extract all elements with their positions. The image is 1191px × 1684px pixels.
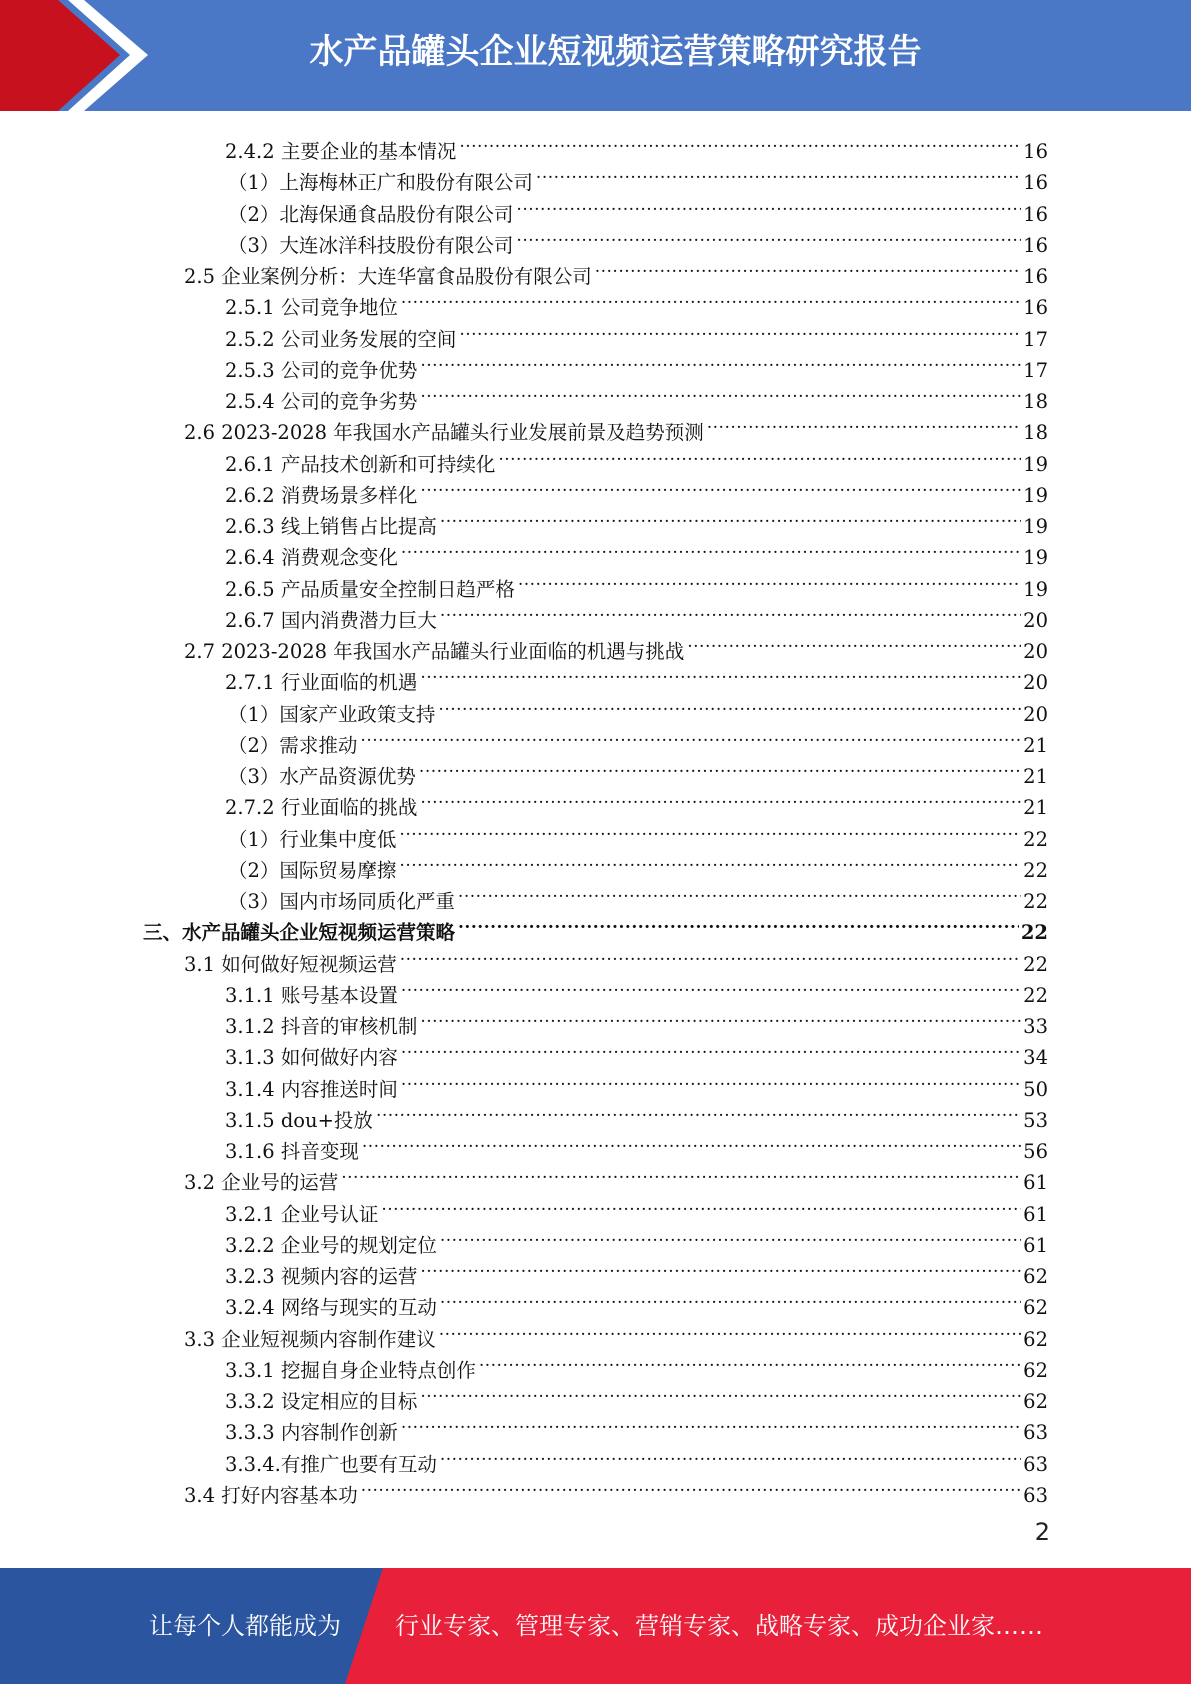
toc-entry[interactable] xyxy=(225,1377,1048,1413)
toc-dot-leader xyxy=(420,1252,1021,1283)
toc-entry-page: 20 xyxy=(1023,609,1048,632)
toc-dot-leader xyxy=(401,283,1021,314)
toc-entry[interactable] xyxy=(225,471,1048,507)
toc-dot-leader xyxy=(420,783,1021,814)
toc-entry-title: 3.1.4 内容推送时间 xyxy=(225,1078,398,1101)
toc-entry[interactable] xyxy=(228,877,1048,913)
toc-entry[interactable] xyxy=(184,1315,1048,1351)
toc-dot-leader xyxy=(707,408,1021,439)
toc-entry-page: 33 xyxy=(1023,1015,1048,1038)
toc-entry-title: （2）国际贸易摩擦 xyxy=(228,859,397,882)
footer-slogan-lead: 让每个人都能成为 xyxy=(149,1612,341,1640)
toc-dot-leader xyxy=(595,252,1021,283)
toc-entry-page: 20 xyxy=(1023,640,1048,663)
toc-entry-title: 3.3.3 内容制作创新 xyxy=(225,1421,398,1444)
toc-dot-leader xyxy=(400,940,1021,971)
toc-entry-page: 50 xyxy=(1023,1078,1048,1101)
toc-dot-leader xyxy=(458,908,1019,939)
toc-entry-title: 2.6.3 线上销售占比提高 xyxy=(225,515,437,538)
toc-entry-page: 21 xyxy=(1023,734,1048,757)
toc-entry-title: （2）需求推动 xyxy=(228,734,358,757)
toc-entry-title: 2.6.7 国内消费潜力巨大 xyxy=(225,609,437,632)
toc-dot-leader xyxy=(420,377,1021,408)
toc-dot-leader xyxy=(458,877,1021,908)
toc-dot-leader xyxy=(420,1377,1021,1408)
toc-entry-title: 3.1.5 dou+投放 xyxy=(225,1109,373,1132)
toc-dot-leader xyxy=(440,596,1021,627)
toc-entry-page: 61 xyxy=(1023,1203,1048,1226)
toc-dot-leader xyxy=(439,1315,1021,1346)
toc-entry-title: 3.3 企业短视频内容制作建议 xyxy=(184,1328,436,1351)
footer-slogan-roles: 行业专家、管理专家、营销专家、战略专家、成功企业家…… xyxy=(395,1612,1043,1640)
page-header xyxy=(0,0,1191,111)
toc-entry-title: （1）上海梅林正广和股份有限公司 xyxy=(228,171,533,194)
toc-entry[interactable] xyxy=(184,1471,1048,1507)
toc-entry[interactable] xyxy=(225,377,1048,413)
toc-entry-page: 62 xyxy=(1023,1359,1048,1382)
toc-entry-page: 19 xyxy=(1023,453,1048,476)
toc-entry-title: 2.7.2 行业面临的挑战 xyxy=(225,796,418,819)
toc-entry-page: 16 xyxy=(1023,234,1048,257)
toc-entry[interactable] xyxy=(143,908,1048,944)
toc-entry[interactable] xyxy=(228,158,1048,194)
toc-entry-title: 2.6 2023-2028 年我国水产品罐头行业发展前景及趋势预测 xyxy=(184,421,704,444)
toc-entry-title: （1）国家产业政策支持 xyxy=(228,703,436,726)
toc-dot-leader xyxy=(518,565,1021,596)
toc-dot-leader xyxy=(361,1471,1021,1502)
toc-entry-page: 20 xyxy=(1023,671,1048,694)
toc-entry[interactable] xyxy=(225,1190,1048,1226)
toc-entry[interactable] xyxy=(228,846,1048,882)
toc-dot-leader xyxy=(401,1065,1021,1096)
toc-entry-title: 2.6.4 消费观念变化 xyxy=(225,546,398,569)
toc-entry-title: 3.1.3 如何做好内容 xyxy=(225,1046,398,1069)
toc-entry[interactable] xyxy=(228,815,1048,851)
toc-entry-title: 2.5.1 公司竞争地位 xyxy=(225,296,398,319)
toc-entry-title: 3.2 企业号的运营 xyxy=(184,1171,339,1194)
toc-entry-title: 2.6.1 产品技术创新和可持续化 xyxy=(225,453,496,476)
toc-entry-title: （3）国内市场同质化严重 xyxy=(228,890,455,913)
toc-dot-leader xyxy=(399,846,1021,877)
toc-entry-page: 62 xyxy=(1023,1328,1048,1351)
toc-entry-title: 3.2.3 视频内容的运营 xyxy=(225,1265,418,1288)
toc-entry[interactable] xyxy=(184,408,1048,444)
toc-entry[interactable] xyxy=(184,252,1048,288)
toc-entry[interactable] xyxy=(225,1346,1048,1382)
toc-dot-leader xyxy=(381,1190,1021,1221)
toc-dot-leader xyxy=(360,721,1021,752)
toc-entry-page: 20 xyxy=(1023,703,1048,726)
toc-entry-page: 22 xyxy=(1020,921,1048,944)
toc-entry-page: 62 xyxy=(1023,1296,1048,1319)
page-footer xyxy=(0,1568,1191,1684)
toc-entry-title: 2.4.2 主要企业的基本情况 xyxy=(225,140,457,163)
toc-entry[interactable] xyxy=(225,1065,1048,1101)
toc-entry[interactable] xyxy=(225,440,1048,476)
toc-entry-title: 2.7.1 行业面临的机遇 xyxy=(225,671,418,694)
toc-dot-leader xyxy=(440,1221,1021,1252)
toc-dot-leader xyxy=(401,1033,1021,1064)
toc-entry-page: 63 xyxy=(1023,1421,1048,1444)
toc-dot-leader xyxy=(516,221,1021,252)
toc-entry-title: 2.6.2 消费场景多样化 xyxy=(225,484,418,507)
toc-entry-title: （2）北海保通食品股份有限公司 xyxy=(228,203,514,226)
toc-dot-leader xyxy=(498,440,1021,471)
toc-entry-title: 三、水产品罐头企业短视频运营策略 xyxy=(143,921,456,944)
toc-dot-leader xyxy=(420,1002,1021,1033)
toc-entry-page: 18 xyxy=(1023,421,1048,444)
toc-entry[interactable] xyxy=(225,658,1048,694)
toc-entry-page: 17 xyxy=(1023,328,1048,351)
toc-entry-page: 17 xyxy=(1023,359,1048,382)
toc-entry-title: 3.2.2 企业号的规划定位 xyxy=(225,1234,437,1257)
toc-entry-page: 22 xyxy=(1023,890,1048,913)
toc-entry-title: 2.6.5 产品质量安全控制日趋严格 xyxy=(225,578,515,601)
toc-entry[interactable] xyxy=(228,221,1048,257)
toc-entry-title: 3.3.2 设定相应的目标 xyxy=(225,1390,418,1413)
toc-dot-leader xyxy=(362,1127,1021,1158)
toc-dot-leader xyxy=(401,1408,1021,1439)
toc-entry-title: （1）行业集中度低 xyxy=(228,828,397,851)
toc-entry-title: 2.5 企业案例分析：大连华富食品股份有限公司 xyxy=(184,265,592,288)
report-title: 水产品罐头企业短视频运营策略研究报告 xyxy=(309,32,922,72)
toc-entry[interactable] xyxy=(225,1002,1048,1038)
toc-entry-title: 2.5.4 公司的竞争劣势 xyxy=(225,390,418,413)
toc-dot-leader xyxy=(440,1283,1021,1314)
toc-entry[interactable] xyxy=(184,940,1048,976)
toc-entry-page: 16 xyxy=(1023,140,1048,163)
toc-entry-page: 22 xyxy=(1023,828,1048,851)
toc-entry-title: 3.3.1 挖掘自身企业特点创作 xyxy=(225,1359,476,1382)
toc-entry-page: 53 xyxy=(1023,1109,1048,1132)
toc-entry-title: 3.1.2 抖音的审核机制 xyxy=(225,1015,418,1038)
toc-entry[interactable] xyxy=(225,1096,1048,1132)
toc-entry-title: 2.7 2023-2028 年我国水产品罐头行业面临的机遇与挑战 xyxy=(184,640,685,663)
toc-entry-page: 16 xyxy=(1023,171,1048,194)
toc-entry-page: 34 xyxy=(1023,1046,1048,1069)
toc-entry[interactable] xyxy=(225,971,1048,1007)
toc-dot-leader xyxy=(401,971,1021,1002)
toc-dot-leader xyxy=(516,190,1021,221)
toc-dot-leader xyxy=(399,815,1021,846)
toc-entry-page: 56 xyxy=(1023,1140,1048,1163)
toc-entry-title: 2.5.2 公司业务发展的空间 xyxy=(225,328,457,351)
toc-entry[interactable] xyxy=(184,1158,1048,1194)
toc-entry[interactable] xyxy=(225,1408,1048,1444)
page-number: 2 xyxy=(1034,1518,1050,1546)
header-red-chevron xyxy=(0,0,150,111)
toc-entry-title: 3.1 如何做好短视频运营 xyxy=(184,953,397,976)
toc-entry-page: 16 xyxy=(1023,296,1048,319)
toc-entry-page: 18 xyxy=(1023,390,1048,413)
toc-entry-page: 19 xyxy=(1023,546,1048,569)
toc-entry-title: （3）大连冰洋科技股份有限公司 xyxy=(228,234,514,257)
toc-dot-leader xyxy=(687,627,1021,658)
toc-entry-title: 3.3.4.有推广也要有互动 xyxy=(225,1453,437,1476)
toc-entry-page: 21 xyxy=(1023,796,1048,819)
toc-entry-title: 2.5.3 公司的竞争优势 xyxy=(225,359,418,382)
toc-entry-page: 16 xyxy=(1023,265,1048,288)
toc-dot-leader xyxy=(420,658,1021,689)
toc-entry[interactable] xyxy=(228,721,1048,757)
toc-dot-leader xyxy=(419,752,1021,783)
toc-entry-page: 62 xyxy=(1023,1265,1048,1288)
toc-entry-title: 3.4 打好内容基本功 xyxy=(184,1484,358,1507)
toc-dot-leader xyxy=(420,471,1021,502)
toc-entry[interactable] xyxy=(228,752,1048,788)
toc-dot-leader xyxy=(479,1346,1021,1377)
toc-entry-page: 19 xyxy=(1023,515,1048,538)
toc-entry-title: 3.1.1 账号基本设置 xyxy=(225,984,398,1007)
toc-entry-page: 21 xyxy=(1023,765,1048,788)
toc-entry-page: 16 xyxy=(1023,203,1048,226)
toc-entry[interactable] xyxy=(228,190,1048,226)
toc-dot-leader xyxy=(536,158,1021,189)
toc-entry-title: 3.2.4 网络与现实的互动 xyxy=(225,1296,437,1319)
toc-entry[interactable] xyxy=(184,627,1048,663)
toc-entry-page: 22 xyxy=(1023,984,1048,1007)
toc-dot-leader xyxy=(438,690,1021,721)
toc-entry-page: 19 xyxy=(1023,484,1048,507)
toc-dot-leader xyxy=(401,533,1021,564)
toc-entry-page: 22 xyxy=(1023,859,1048,882)
toc-entry[interactable] xyxy=(225,346,1048,382)
toc-entry[interactable] xyxy=(225,533,1048,569)
toc-entry[interactable] xyxy=(225,1440,1048,1476)
toc-entry-title: （3）水产品资源优势 xyxy=(228,765,416,788)
toc-dot-leader xyxy=(341,1158,1021,1189)
toc-entry-title: 3.1.6 抖音变现 xyxy=(225,1140,359,1163)
toc-entry[interactable] xyxy=(225,502,1048,538)
toc-entry-title: 3.2.1 企业号认证 xyxy=(225,1203,379,1226)
toc-entry[interactable] xyxy=(225,565,1048,601)
toc-entry[interactable] xyxy=(225,1221,1048,1257)
toc-entry-page: 61 xyxy=(1023,1234,1048,1257)
toc-dot-leader xyxy=(440,502,1021,533)
toc-dot-leader xyxy=(459,315,1021,346)
toc-dot-leader xyxy=(459,127,1021,158)
toc-entry-page: 63 xyxy=(1023,1484,1048,1507)
toc-entry[interactable] xyxy=(225,1127,1048,1163)
toc-entry[interactable] xyxy=(228,690,1048,726)
toc-dot-leader xyxy=(376,1096,1021,1127)
toc-entry[interactable] xyxy=(225,596,1048,632)
toc-dot-leader xyxy=(420,346,1021,377)
toc-entry-page: 22 xyxy=(1023,953,1048,976)
toc-dot-leader xyxy=(440,1440,1021,1471)
toc-entry[interactable] xyxy=(225,783,1048,819)
toc-entry[interactable] xyxy=(225,127,1048,163)
toc-entry-page: 61 xyxy=(1023,1171,1048,1194)
toc-entry-page: 19 xyxy=(1023,578,1048,601)
toc-entry[interactable] xyxy=(225,1252,1048,1288)
toc-entry[interactable] xyxy=(225,1283,1048,1319)
toc-entry[interactable] xyxy=(225,283,1048,319)
toc-entry[interactable] xyxy=(225,1033,1048,1069)
toc-entry[interactable] xyxy=(225,315,1048,351)
toc-entry-page: 62 xyxy=(1023,1390,1048,1413)
toc-entry-page: 63 xyxy=(1023,1453,1048,1476)
